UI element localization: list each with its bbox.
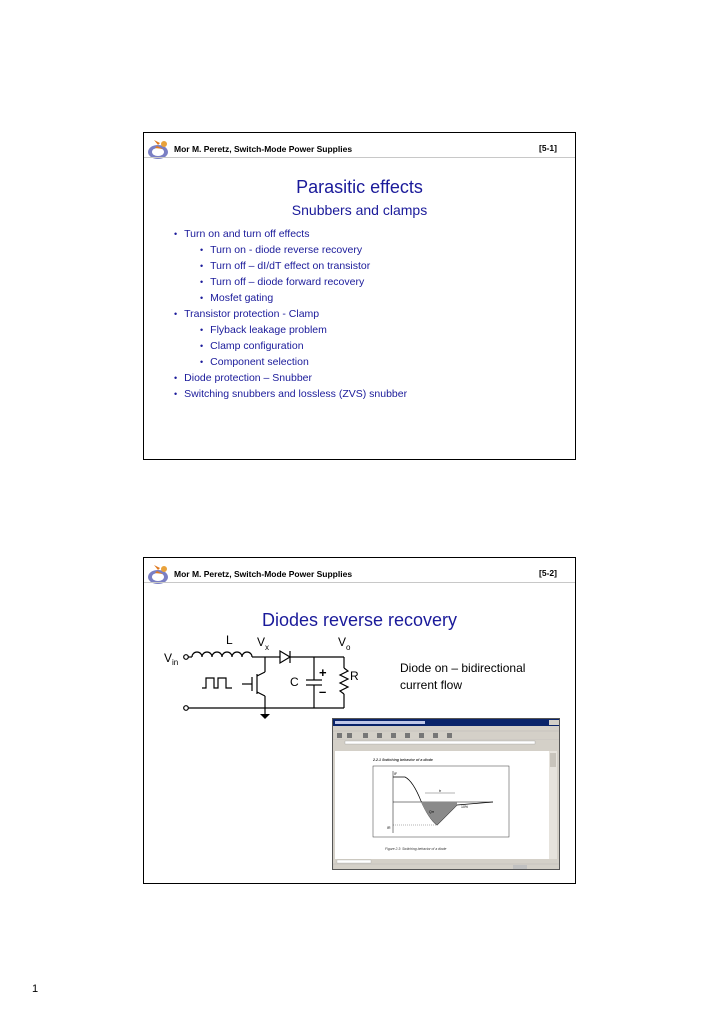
header-divider	[144, 582, 575, 583]
label-vx: V	[257, 635, 266, 649]
ground-terminal	[184, 706, 189, 711]
label-minus: –	[319, 684, 327, 699]
page-number: 1	[32, 983, 39, 995]
slide-caption	[400, 660, 525, 694]
gate-pulse-symbol	[202, 678, 232, 688]
label-resistor: R	[350, 669, 359, 683]
caption-line: Diode on – bidirectional	[400, 661, 526, 675]
diode-symbol	[280, 651, 290, 663]
embedded-browser-screenshot	[332, 718, 560, 870]
slide-number: [5-1]	[539, 143, 557, 153]
bullet-list	[174, 226, 407, 402]
slide-header	[144, 133, 575, 163]
label-vo-sub: o	[346, 643, 351, 652]
bullet-item: • Turn on and turn off effects	[174, 226, 407, 242]
embedded-qrr-label: Qrr	[429, 810, 435, 814]
bullet-item: • Component selection	[174, 354, 407, 370]
bullet-item: • Turn on - diode reverse recovery	[174, 242, 407, 258]
header-title: Mor M. Peretz, Switch-Mode Power Supplies	[174, 569, 353, 579]
inductor-symbol	[192, 652, 252, 657]
slide-5-2	[143, 557, 576, 884]
vin-terminal	[184, 655, 189, 660]
circuit-diagram	[144, 630, 394, 725]
embedded-ir-label: IR	[387, 826, 391, 830]
bullet-item: • Mosfet gating	[174, 290, 407, 306]
slide-subtitle: Snubbers and clamps	[291, 202, 428, 218]
label-vo: V	[338, 635, 347, 649]
slide-number: [5-2]	[539, 568, 557, 578]
slide-header	[144, 558, 575, 588]
label-vin-sub: in	[172, 658, 179, 667]
bullet-item: • Switching snubbers and lossless (ZVS) snubber	[174, 386, 407, 402]
label-inductor: L	[226, 633, 233, 647]
bullet-item: • Turn off – dI/dT effect on transistor	[174, 258, 407, 274]
resistor-symbol	[340, 668, 348, 694]
label-vin: V	[164, 651, 173, 665]
embedded-pct-label: 10%	[461, 805, 469, 809]
label-vx-sub: x	[265, 643, 269, 652]
label-capacitor: C	[290, 675, 299, 689]
caption-line: current flow	[400, 678, 463, 692]
label-plus: +	[319, 665, 327, 680]
embedded-tr-label: tr	[439, 789, 442, 793]
embedded-section-title: 2.2.1 Switching behavior of a diode	[373, 758, 433, 762]
bullet-item: • Turn off – diode forward recovery	[174, 274, 407, 290]
ground-arrow-icon	[260, 714, 270, 719]
bullet-item: • Flyback leakage problem	[174, 322, 407, 338]
slide-5-1	[143, 132, 576, 460]
bullet-item: • Diode protection – Snubber	[174, 370, 407, 386]
header-title: Mor M. Peretz, Switch-Mode Power Supplies	[174, 144, 353, 154]
embedded-if-label: IF	[394, 772, 398, 776]
bullet-item: • Clamp configuration	[174, 338, 407, 354]
bullet-item: • Transistor protection - Clamp	[174, 306, 407, 322]
browser-window-graphic	[333, 719, 560, 870]
header-divider	[144, 157, 575, 158]
slide-title: Parasitic effects	[296, 177, 423, 197]
embedded-figure-caption: Figure 2.3: Switching behavior of a diode	[385, 847, 447, 851]
slide-title: Diodes reverse recovery	[261, 610, 458, 630]
